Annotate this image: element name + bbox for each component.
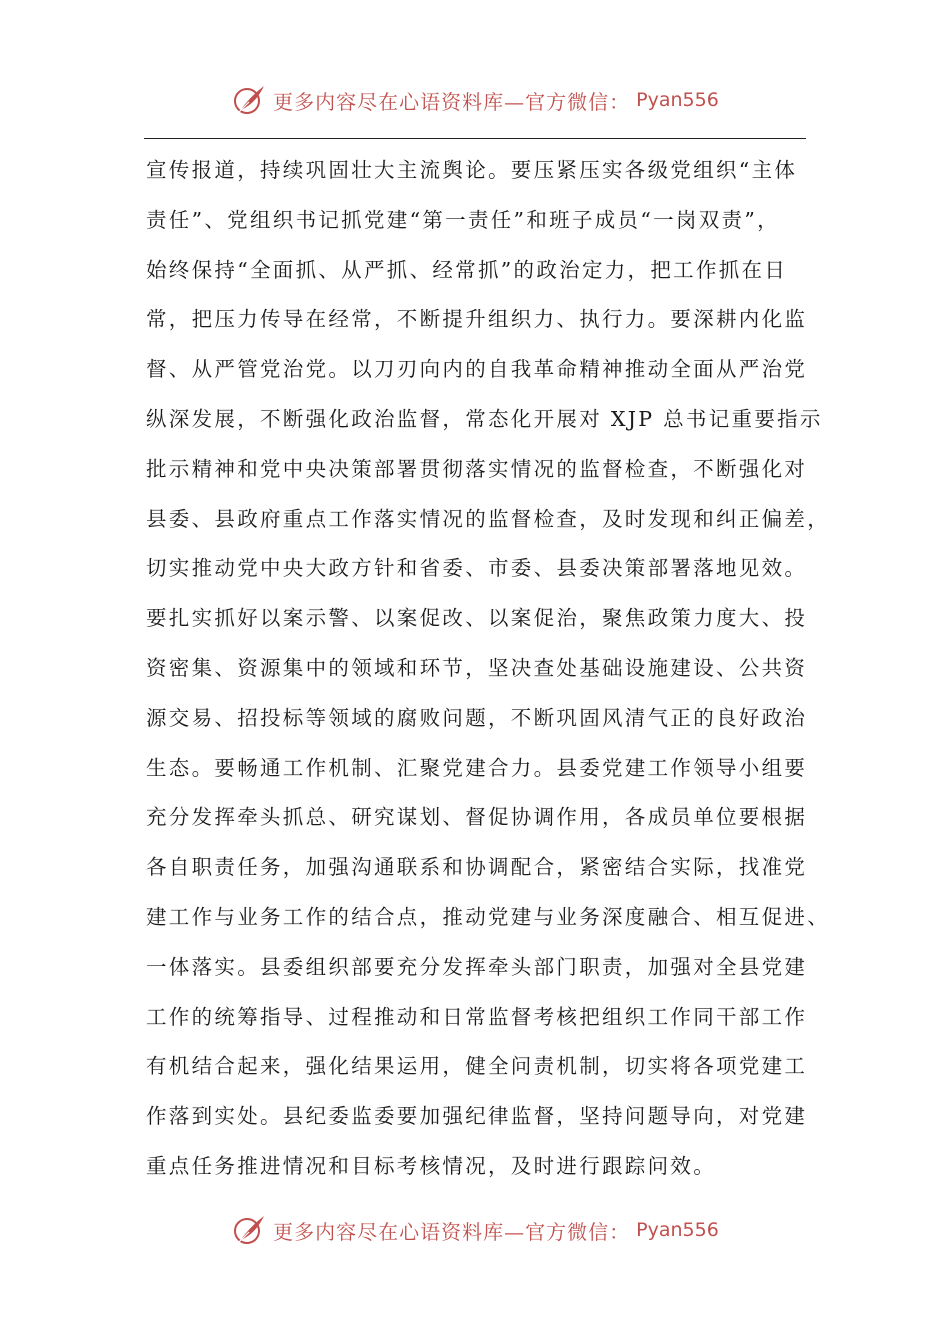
text-line: 充分发挥牵头抓总、研究谋划、督促协调作用，各成员单位要根据 [146,805,808,830]
text-line: 宣传报道，持续巩固壮大主流舆论。要压紧压实各级党组织“主体 [146,158,798,182]
text-line: 督、从严管党治党。以刀刃向内的自我革命精神推动全面从严治党 [146,357,808,382]
text-line: 始终保持“全面抓、从严抓、经常抓”的政治定力，把工作抓在日 [146,257,788,282]
text-line: 切实推动党中央大政方针和省委、市委、县委决策部署落地见效。 [146,556,808,581]
text-line: 一体落实。县委组织部要充分发挥牵头部门职责，加强对全县党建 [146,954,808,979]
text-line: 生态。要畅通工作机制、汇聚党建合力。县委党建工作领导小组要 [146,755,808,780]
text-line: 建工作与业务工作的结合点，推动党建与业务深度融合、相互促进、 [146,904,830,929]
text-line: 责任”、党组织书记抓党建“第一责任”和班子成员“一岗双责”， [146,207,780,232]
header-banner-text: 更多内容尽在心语资料库—官方微信： [273,89,631,114]
text-line: 工作的统筹指导、过程推动和日常监督考核把组织工作同干部工作 [146,1004,808,1029]
text-line: 县委、县政府重点工作落实情况的监督检查，及时发现和纠正偏差， [146,506,830,531]
text-line: 纵深发展，不断强化政治监督，常态化开展对 XJP 总书记重要指示 [146,406,823,431]
footer-banner [0,1212,950,1248]
header-wechat-id: Pyan556 [636,89,719,111]
document-body [146,146,836,1192]
quill-logo-icon [231,1212,267,1248]
text-line: 作落到实处。县纪委监委要加强纪律监督，坚持问题导向，对党建 [146,1104,808,1129]
text-line: 各自职责任务，加强沟通联系和协调配合，紧密结合实际，找准党 [146,855,808,880]
quill-logo-icon [231,82,267,118]
text-line: 批示精神和党中央决策部署贯彻落实情况的监督检查，不断强化对 [146,456,808,481]
footer-wechat-id: Pyan556 [636,1219,719,1241]
text-line: 有机结合起来，强化结果运用，健全问责机制，切实将各项党建工 [146,1054,808,1079]
header-divider [144,138,806,139]
text-line: 要扎实抓好以案示警、以案促改、以案促治，聚焦政策力度大、投 [146,606,808,631]
footer-banner-text: 更多内容尽在心语资料库—官方微信： [273,1219,631,1244]
text-line: 资密集、资源集中的领域和环节，坚决查处基础设施建设、公共资 [146,655,808,680]
text-line: 常，把压力传导在经常，不断提升组织力、执行力。要深耕内化监 [146,307,808,332]
text-line: 重点任务推进情况和目标考核情况，及时进行跟踪问效。 [146,1153,716,1178]
header-banner [0,82,950,118]
text-line: 源交易、招投标等领域的腐败问题，不断巩固风清气正的良好政治 [146,705,808,730]
